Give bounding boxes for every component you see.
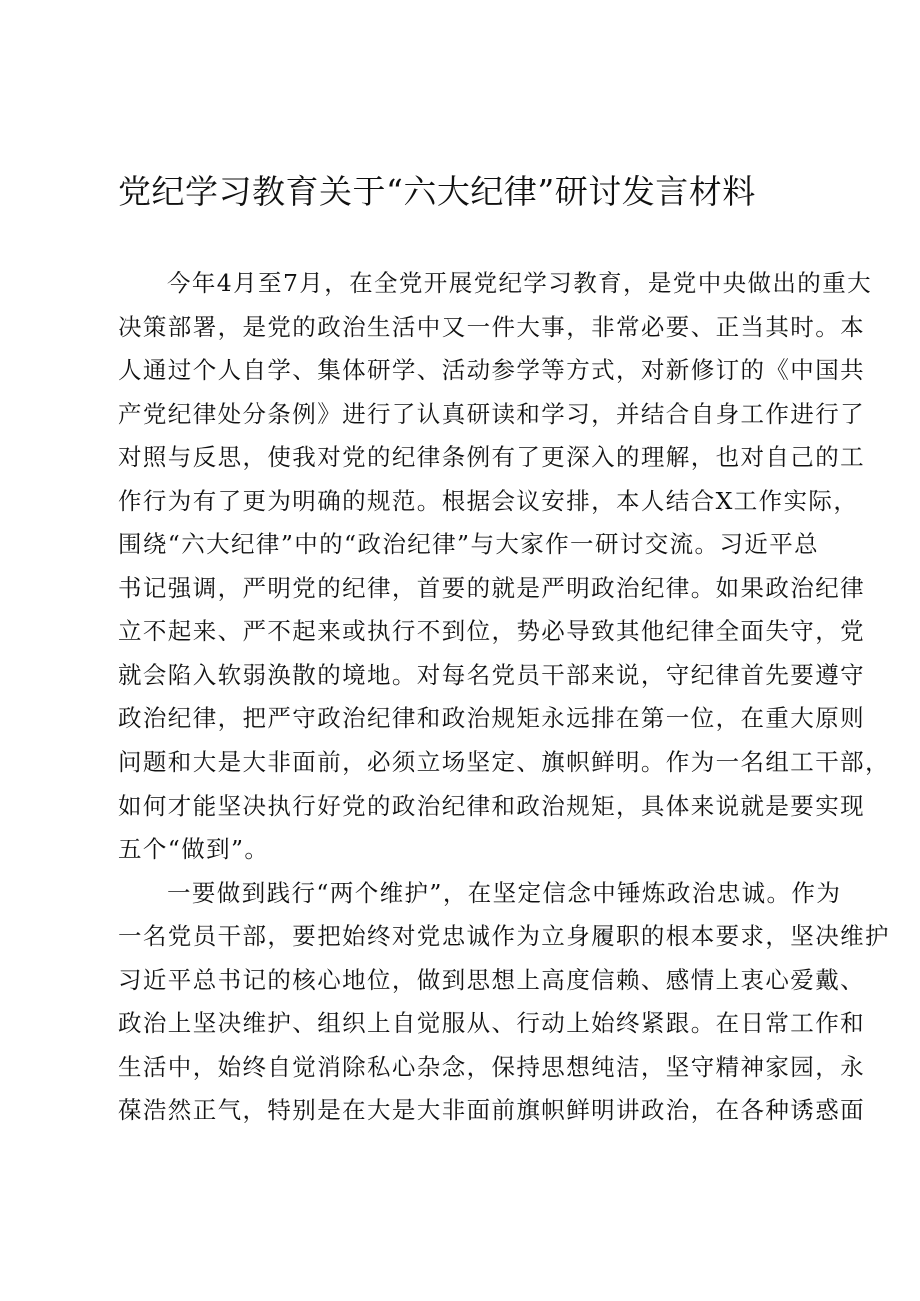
- paragraph-1: [118, 262, 890, 872]
- text-line: 如何才能坚决执行好党的政治纪律和政治规矩，具体来说就是要实现: [118, 791, 865, 820]
- text-line: 产党纪律处分条例》进行了认真研读和学习，并结合自身工作进行了: [118, 399, 865, 428]
- text-line: 对照与反思，使我对党的纪律条例有了更深入的理解，也对自己的工: [118, 443, 865, 472]
- paragraph-2: [118, 872, 890, 1133]
- text-line: 书记强调，严明党的纪律，首要的就是严明政治纪律。如果政治纪律: [118, 573, 865, 602]
- text-line: 五个“做到”。: [118, 835, 270, 864]
- text-line: 立不起来、严不起来或执行不到位，势必导致其他纪律全面失守，党: [118, 617, 865, 646]
- text-line: 葆浩然正气，特别是在大是大非面前旗帜鲜明讲政治，在各种诱惑面: [118, 1096, 865, 1125]
- text-line: 人通过个人自学、集体研学、活动参学等方式，对新修订的《中国共: [118, 356, 865, 385]
- text-line: 政治纪律，把严守政治纪律和政治规矩永远排在第一位，在重大原则: [118, 704, 865, 733]
- text-line: 今年4月至7月，在全党开展党纪学习教育，是党中央做出的重大: [167, 269, 873, 297]
- text-line: 作行为有了更为明确的规范。根据会议安排，本人结合X工作实际，: [118, 486, 859, 515]
- text-line: 围绕“六大纪律”中的“政治纪律”与大家作一研讨交流。习近平总: [118, 530, 820, 559]
- text-line: 一名党员干部，要把始终对党忠诚作为立身履职的根本要求，坚决维护: [118, 922, 890, 951]
- text-line: 决策部署，是党的政治生活中又一件大事，非常必要、正当其时。本: [118, 312, 865, 341]
- text-line: 生活中，始终自觉消除私心杂念，保持思想纯洁，坚守精神家园，永: [118, 1052, 865, 1081]
- text-line: 问题和大是大非面前，必须立场坚定、旗帜鲜明。作为一名组工干部，: [118, 748, 890, 777]
- document-body: [118, 262, 890, 1133]
- text-line: 政治上坚决维护、组织上自觉服从、行动上始终紧跟。在日常工作和: [118, 1009, 865, 1038]
- text-line: 就会陷入软弱涣散的境地。对每名党员干部来说，守纪律首先要遵守: [118, 660, 865, 689]
- text-line: 习近平总书记的核心地位，做到思想上高度信赖、感情上衷心爱戴、: [118, 965, 865, 994]
- document-title: 党纪学习教育关于“六大纪律”研讨发言材料: [118, 172, 756, 211]
- text-line: 一要做到践行“两个维护”，在坚定信念中锤炼政治忠诚。作为: [167, 878, 842, 907]
